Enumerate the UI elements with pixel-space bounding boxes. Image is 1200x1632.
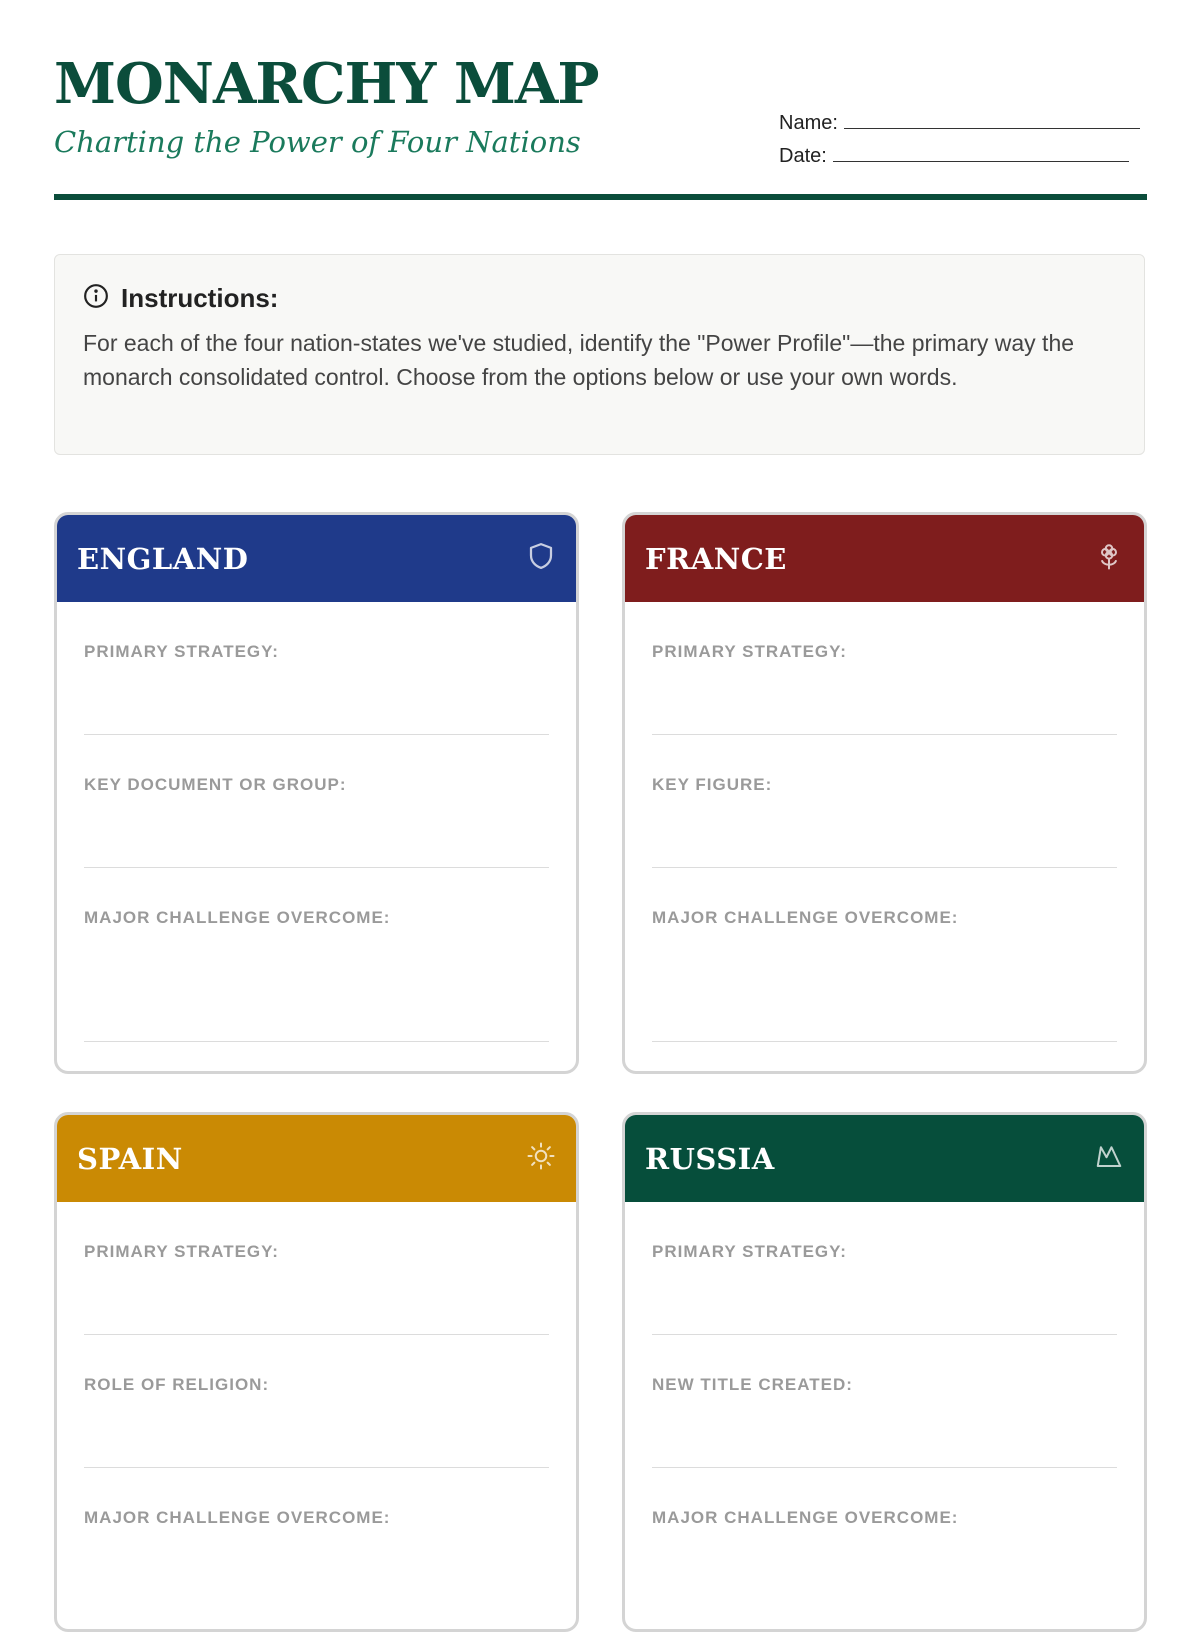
page-title: MONARCHY MAP [54,51,599,117]
card-title-russia: RUSSIA [645,1141,775,1176]
answer-field[interactable] [652,1335,1117,1468]
card-title-spain: SPAIN [77,1141,183,1176]
field-label: MAJOR CHALLENGE OVERCOME: [652,1508,959,1527]
field-label: MAJOR CHALLENGE OVERCOME: [84,1508,391,1527]
sun-icon [526,1141,556,1176]
date-label: Date: [779,145,827,167]
field-label: PRIMARY STRATEGY: [652,642,847,661]
answer-field[interactable] [84,735,549,868]
student-info-fields [779,107,1140,173]
answer-field[interactable] [652,1468,1117,1632]
card-spain [54,1112,579,1632]
date-field-row [779,140,1140,173]
card-body-spain [57,1202,576,1632]
field-label: MAJOR CHALLENGE OVERCOME: [84,908,391,927]
worksheet-header [54,0,1147,200]
answer-field[interactable] [652,735,1117,868]
card-header-france [625,515,1144,602]
name-blank-line[interactable] [844,110,1140,129]
field-label: MAJOR CHALLENGE OVERCOME: [652,908,959,927]
field-label: KEY DOCUMENT OR GROUP: [84,775,347,794]
fleur-de-lis-icon [1094,541,1124,576]
field-label: PRIMARY STRATEGY: [84,642,279,661]
card-header-russia [625,1115,1144,1202]
instructions-text: For each of the four nation-states we've studied, identify the "Power Profile"—the primary way the monarch consolidated control. Choose from the options below or use your own words. [83,330,1075,390]
card-title-france: FRANCE [645,541,787,576]
field-label: NEW TITLE CREATED: [652,1375,853,1394]
field-label: PRIMARY STRATEGY: [652,1242,847,1261]
worksheet-page [54,0,1147,1527]
card-title-england: ENGLAND [77,541,249,576]
card-england [54,512,579,1074]
card-header-england [57,515,576,602]
header-divider [54,194,1147,200]
crown-icon [1094,1141,1124,1176]
answer-field[interactable] [652,602,1117,735]
name-field-row [779,107,1140,140]
answer-field[interactable] [652,1202,1117,1335]
answer-field[interactable] [84,1202,549,1335]
answer-field[interactable] [84,1468,549,1632]
card-russia [622,1112,1147,1632]
instructions-heading [83,283,1116,314]
info-circle-icon [83,283,109,314]
card-france [622,512,1147,1074]
card-body-russia [625,1202,1144,1632]
card-body-france [625,602,1144,1042]
name-label: Name: [779,112,838,134]
answer-field[interactable] [84,1335,549,1468]
field-label: PRIMARY STRATEGY: [84,1242,279,1261]
shield-icon [526,541,556,576]
answer-field[interactable] [84,868,549,1042]
card-body-england [57,602,576,1042]
field-label: ROLE OF RELIGION: [84,1375,270,1394]
page-subtitle: Charting the Power of Four Nations [54,125,581,159]
card-header-spain [57,1115,576,1202]
instructions-box [54,254,1145,455]
answer-field[interactable] [84,602,549,735]
instructions-title: Instructions: [121,283,279,313]
date-blank-line[interactable] [833,143,1129,162]
field-label: KEY FIGURE: [652,775,773,794]
answer-field[interactable] [652,868,1117,1042]
